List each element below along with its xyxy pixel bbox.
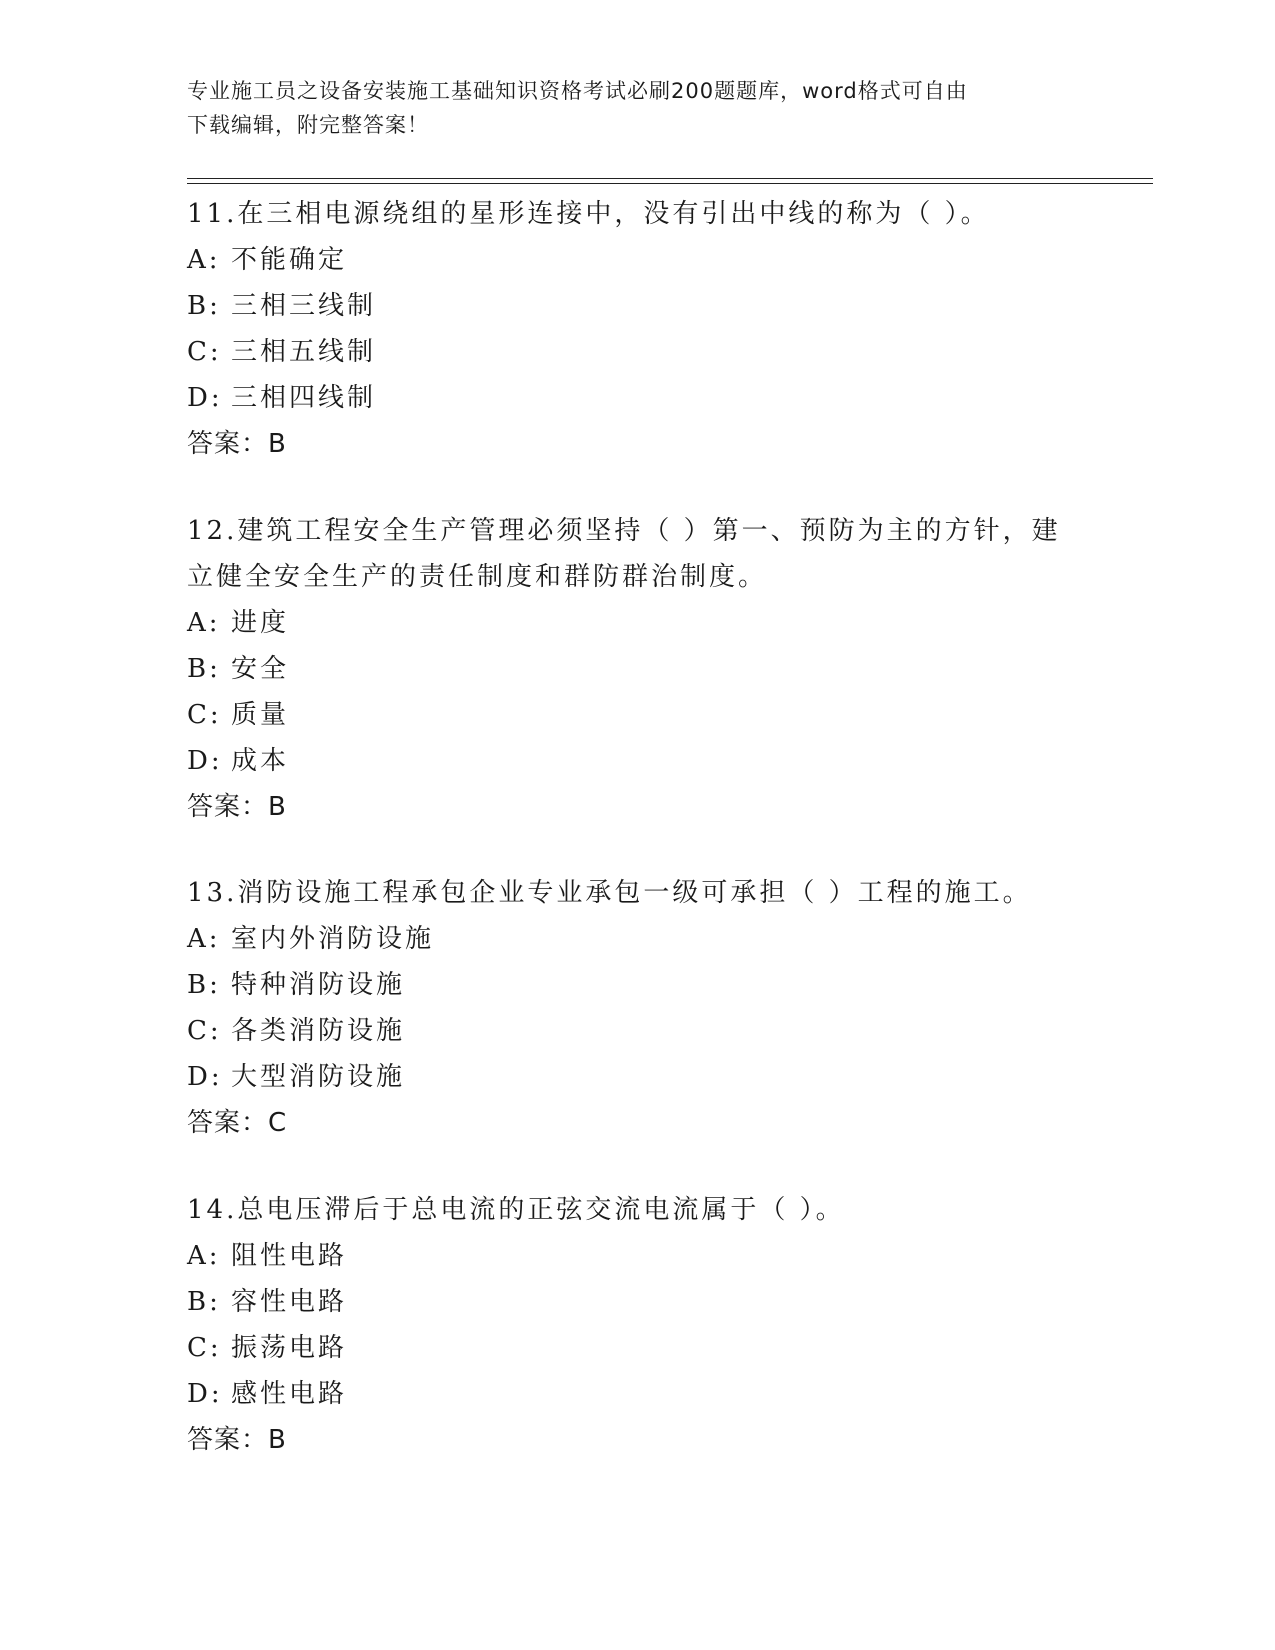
option-text: 三相三线制 [231,291,377,321]
question-stem: 14.总电压滞后于总电流的正弦交流电流属于（ ）。 [187,1195,845,1225]
option-letter: B: [187,1287,221,1317]
option-text: 三相四线制 [231,383,377,413]
option-letter: A: [187,924,221,954]
option-text: 安全 [231,654,290,684]
option-letter: D: [187,746,223,776]
option-text: 质量 [231,700,290,730]
option-b [187,1279,1087,1325]
option-letter: D: [187,383,223,413]
option-d [187,738,1087,784]
question-stem-continued: 立健全安全生产的责任制度和群防群治制度。 [187,562,768,592]
option-a [187,1233,1087,1279]
option-text: 室内外消防设施 [231,924,435,954]
question-14 [187,1187,1087,1463]
header-divider-top [187,178,1153,179]
option-b [187,283,1087,329]
option-d [187,375,1087,421]
option-letter: A: [187,245,221,275]
option-b [187,646,1087,692]
option-d [187,1054,1087,1100]
option-letter: C: [187,1333,222,1363]
answer-line: 答案：B [187,792,287,822]
option-letter: C: [187,337,222,367]
option-c [187,1325,1087,1371]
option-a [187,600,1087,646]
option-text: 三相五线制 [231,337,377,367]
option-d [187,1371,1087,1417]
question-stem: 13.消防设施工程承包企业专业承包一级可承担（ ）工程的施工。 [187,878,1032,908]
option-letter: C: [187,1016,222,1046]
question-11 [187,191,1087,467]
question-13 [187,870,1087,1146]
option-letter: B: [187,654,221,684]
header-line-1: 专业施工员之设备安装施工基础知识资格考试必刷200题题库，word格式可自由 [187,79,968,103]
option-letter: A: [187,1241,221,1271]
option-text: 振荡电路 [231,1333,348,1363]
option-text: 大型消防设施 [231,1062,406,1092]
option-letter: A: [187,608,221,638]
option-letter: B: [187,291,221,321]
option-b [187,962,1087,1008]
header-divider-bottom [187,183,1153,184]
option-text: 特种消防设施 [231,970,406,1000]
question-stem: 11.在三相电源绕组的星形连接中，没有引出中线的称为（ ）。 [187,199,990,229]
answer-line: 答案：B [187,429,287,459]
option-text: 各类消防设施 [231,1016,406,1046]
option-letter: B: [187,970,221,1000]
option-letter: C: [187,700,222,730]
option-text: 阻性电路 [231,1241,348,1271]
option-a [187,237,1087,283]
answer-line: 答案：C [187,1108,288,1138]
option-text: 成本 [231,746,290,776]
option-text: 容性电路 [231,1287,348,1317]
option-c [187,1008,1087,1054]
option-letter: D: [187,1062,223,1092]
option-c [187,692,1087,738]
option-text: 不能确定 [231,245,348,275]
question-12 [187,508,1087,830]
answer-line: 答案：B [187,1425,287,1455]
option-text: 进度 [231,608,290,638]
option-c [187,329,1087,375]
header-line-2: 下载编辑，附完整答案！ [187,113,429,137]
question-stem: 12.建筑工程安全生产管理必须坚持（ ）第一、预防为主的方针，建 [187,516,1061,546]
option-text: 感性电路 [231,1379,348,1409]
option-letter: D: [187,1379,223,1409]
option-a [187,916,1087,962]
document-header [187,74,1067,142]
